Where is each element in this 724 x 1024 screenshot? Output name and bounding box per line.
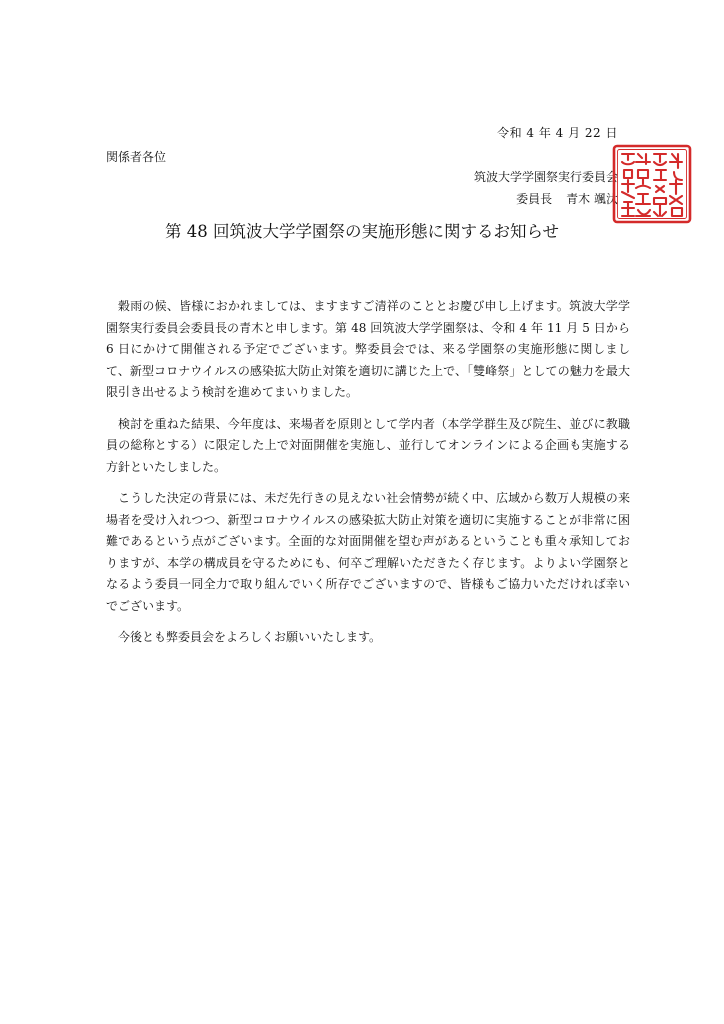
chair-line — [516, 190, 618, 207]
chair-name: 青木 颯汰 — [566, 192, 618, 206]
seal-glyphs — [622, 154, 682, 216]
chair-title: 委員長 — [516, 192, 553, 206]
organization-name: 筑波大学学園祭実行委員会 — [473, 170, 618, 184]
paragraph-background: こうした決定の背景には、未だ先行きの見えない社会情勢が続く中、広域から数万人規模の来場者を受け入れつつ、新型コロナウイルスの感染拡大防止対策を適切に実施することが非常に困難であるという点がございます。全面的な対面開催を望む声があるということも重々承知しておりますが、本学の構成員を守るためにも、何卒ご理解いただきたく存じます。よりよい学園祭となるよう委員一同全力で取り組んでいく所存でございますので、皆様もご協力いただければ幸いでございます。 — [106, 491, 630, 613]
letter-body — [106, 296, 630, 659]
document-title: 第 48 回筑波大学学園祭の実施形態に関するお知らせ — [165, 222, 559, 241]
date: 令和 4 年 4 月 22 日 — [497, 126, 618, 140]
addressee: 関係者各位 — [106, 150, 167, 164]
paragraph-decision: 検討を重ねた結果、今年度は、来場者を原則として学内者（本学学群生及び院生、並びに教職員の総称とする）に限定した上で対面開催を実施し、並行してオンラインによる企画も実施する方針といたしました。 — [106, 416, 630, 474]
paragraph-greeting: 穀雨の候、皆様におかれましては、ますますご清祥のこととお慶び申し上げます。筑波大学学園祭実行委員会委員長の青木と申します。第 48 回筑波大学学園祭は、令和 4 年 11 月 5 日から 6 日にかけて開催される予定でございます。弊委員会では、来る学園祭の実施形態に関しまして、新型コロナウイルスの感染拡大防止対策を適切に講じた上で、「雙峰祭」としての魅力を最大限引き出せるよう検討を進めてまいりました。 — [106, 299, 630, 399]
paragraph-closing: 今後とも弊委員会をよろしくお願いいたします。 — [118, 630, 382, 644]
seal-stamp — [612, 144, 692, 224]
